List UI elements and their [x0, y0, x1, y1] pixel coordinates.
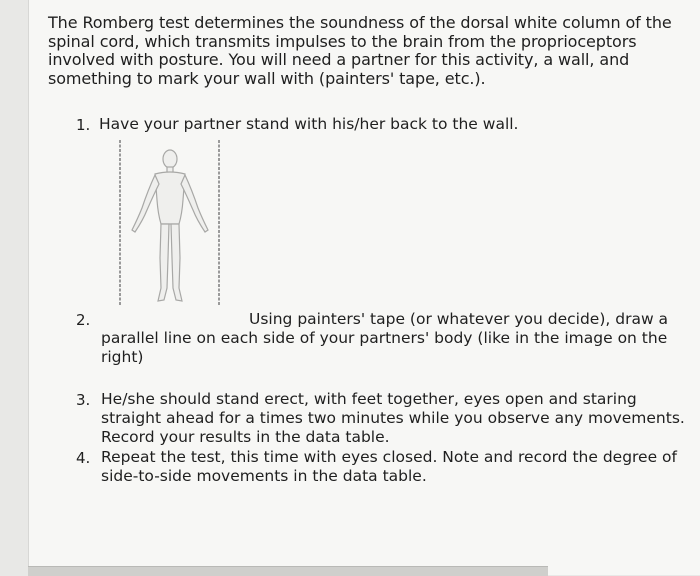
step-2-text-rest: parallel line on each side of your partners' body (like in the image on the right) — [101, 329, 668, 366]
document-page — [28, 0, 700, 575]
romberg-figure-illustration — [112, 138, 222, 308]
step-3-text: He/she should stand erect, with feet together, eyes open and staring straight ahead for a times two minutes while you observe any movements. Record your results in the data table. — [101, 390, 685, 446]
step-1-number: 1. — [76, 116, 91, 134]
step-3-number: 3. — [76, 391, 91, 409]
step-2-number: 2. — [76, 311, 91, 329]
intro-paragraph: The Romberg test determines the soundness of the dorsal white column of the spinal cord, which transmits impulses to the brain from the proprioceptors involved with posture. You will need a partner for this activity, a wall, and something to mark your wall with (painters' tape, etc.). — [48, 13, 672, 88]
human-body-outline — [132, 150, 208, 301]
step-4-text: Repeat the test, this time with eyes closed. Note and record the degree of side-to-side movements in the data table. — [101, 448, 677, 485]
step-2-text-first-line: Using painters' tape (or whatever you decide), draw a — [249, 310, 669, 328]
step-1-text: Have your partner stand with his/her back to the wall. — [99, 115, 519, 133]
step-4-number: 4. — [76, 449, 91, 467]
